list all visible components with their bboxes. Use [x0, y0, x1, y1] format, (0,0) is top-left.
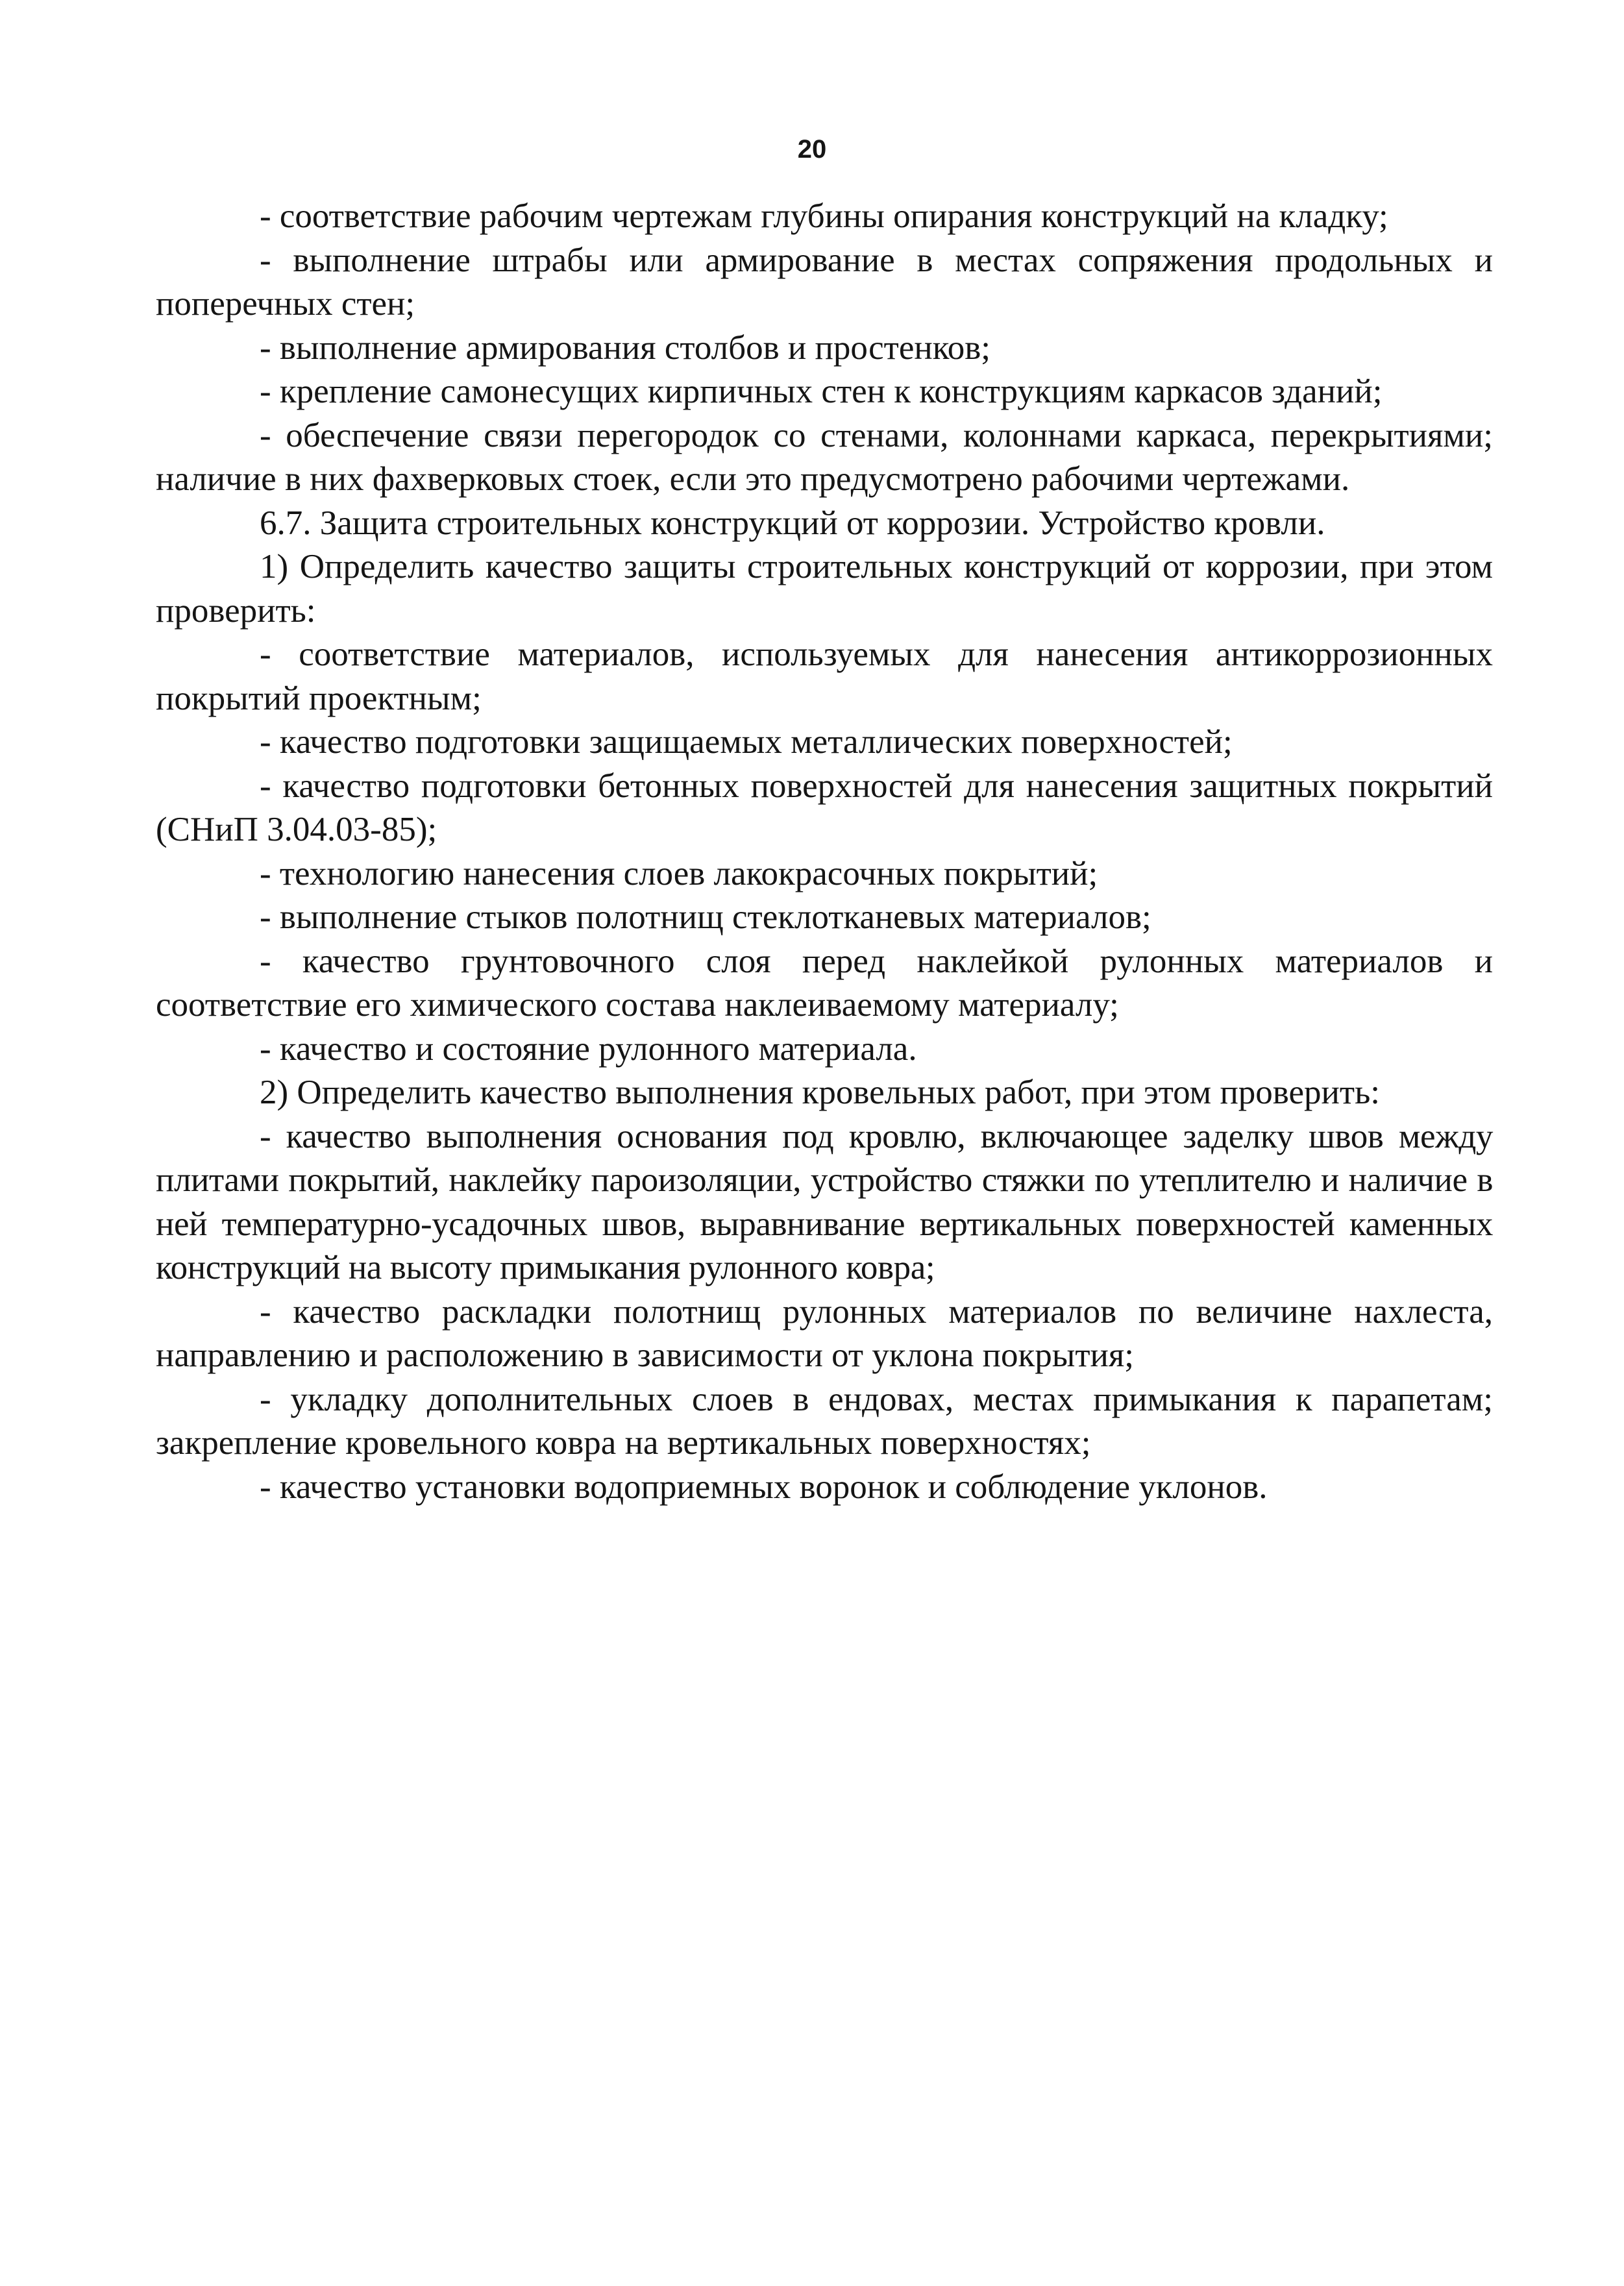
paragraph: 2) Определить качество выполнения кровельных работ, при этом проверить:: [260, 1074, 1380, 1111]
paragraph: - выполнение армирования столбов и простенков;: [260, 328, 991, 367]
paragraph: - соответствие рабочим чертежам глубины опирания конструкций на кладку;: [260, 197, 1388, 235]
paragraph: - качество подготовки бетонных поверхностей для нанесения защитных покрытий (СНиП 3.04.03-85);: [156, 767, 1493, 848]
paragraph: - обеспечение связи перегородок со стенами, колоннами каркаса, перекрытиями; наличие в них фахверковых стоек, если это предусмотрено рабочими чертежами.: [156, 416, 1493, 498]
paragraph: - укладку дополнительных слоев в ендовах, местах примыкания к парапетам; закрепление кровельного ковра на вертикальных поверхностях;: [156, 1380, 1493, 1462]
paragraph: - качество выполнения основания под кровлю, включающее заделку швов между плитами покрытий, наклейку пароизоляции, устройство стяжки по утеплителю и наличие в ней температурно-усадочных швов, выравнивание вертикальных поверхностей каменных конструкций на высоту примыкания рулонного ковра;: [156, 1117, 1493, 1286]
paragraph: - качество подготовки защищаемых металлических поверхностей;: [260, 723, 1233, 761]
paragraph: - выполнение стыков полотнищ стеклотканевых материалов;: [260, 898, 1151, 936]
paragraph: - выполнение штрабы или армирование в местах сопряжения продольных и поперечных стен;: [156, 241, 1493, 323]
paragraph: - качество установки водоприемных воронок и соблюдение уклонов.: [260, 1468, 1268, 1506]
paragraph: - соответствие материалов, используемых для нанесения антикоррозионных покрытий проектным;: [156, 635, 1493, 717]
paragraph: - крепление самонесущих кирпичных стен к конструкциям каркасов зданий;: [260, 373, 1383, 410]
paragraph: - качество раскладки полотнищ рулонных материалов по величине нахлеста, направлению и расположению в зависимости от уклона покрытия;: [156, 1292, 1493, 1374]
document-body: [156, 195, 1493, 1509]
paragraph: - качество грунтовочного слоя перед наклейкой рулонных материалов и соответствие его химического состава наклеиваемому материалу;: [156, 942, 1493, 1024]
section-heading: 6.7. Защита строительных конструкций от коррозии. Устройство кровли.: [260, 504, 1325, 542]
page-number: 20: [797, 135, 827, 164]
paragraph: - качество и состояние рулонного материала.: [260, 1029, 917, 1068]
paragraph: 1) Определить качество защиты строительных конструкций от коррозии, при этом проверить:: [156, 548, 1493, 630]
paragraph: - технологию нанесения слоев лакокрасочных покрытий;: [260, 854, 1098, 892]
